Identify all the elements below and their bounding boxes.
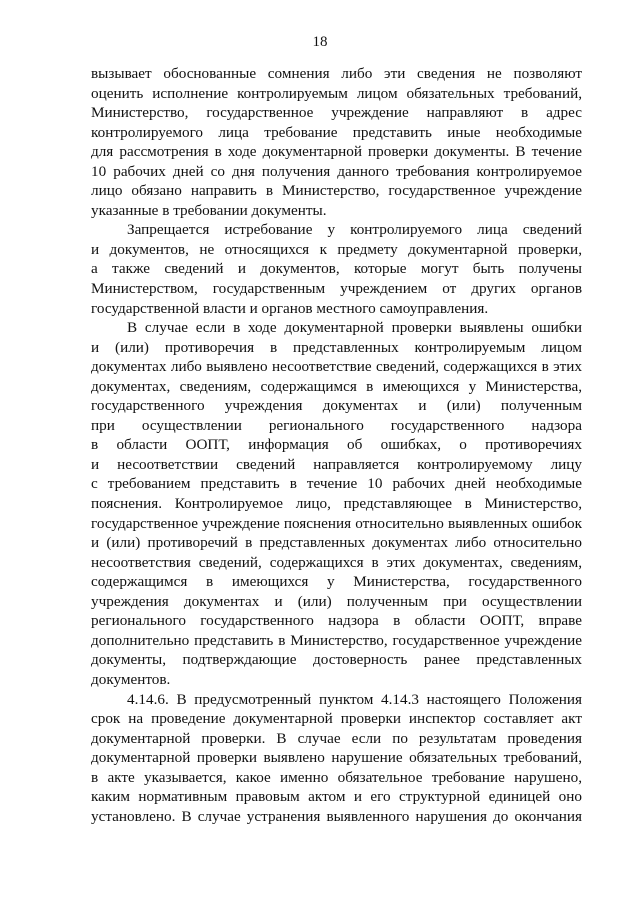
text-line: в области ООПТ, информация об ошибках, о противоречиях bbox=[91, 436, 582, 454]
text-line: и несоответствии сведений направляется контролируемому лицу bbox=[91, 455, 582, 473]
text-line: и документов, не относящихся к предмету документарной проверки, bbox=[91, 240, 582, 258]
text-line: содержащимся в имеющихся у Министерства, государственного bbox=[91, 573, 582, 591]
text-line: и (или) противоречий в представленных документах либо относительно bbox=[91, 534, 582, 552]
text-line: документах либо выявлено несоответствие сведений, содержащихся в этих bbox=[91, 358, 582, 376]
text-line: учреждения документах и (или) полученным при осуществлении bbox=[91, 592, 582, 610]
text-line: 4.14.6. В предусмотренный пунктом 4.14.3 настоящего Положения bbox=[127, 690, 582, 708]
text-line: Запрещается истребование у контролируемого лица сведений bbox=[127, 221, 582, 239]
text-line: Министерство, государственное учреждение направляют в адрес bbox=[91, 104, 582, 122]
text-line: документов. bbox=[91, 670, 171, 688]
text-line: указанные в требовании документы. bbox=[91, 201, 327, 219]
text-line: в акте указывается, какое именно обязательное требование нарушено, bbox=[91, 768, 582, 786]
text-line: документарной проверки выявлено нарушение обязательных требований, bbox=[91, 749, 582, 767]
text-line: документы, подтверждающие достоверность ранее представленных bbox=[91, 651, 582, 669]
document-body bbox=[91, 64, 582, 826]
text-line: государственного учреждения документах и (или) полученным bbox=[91, 397, 582, 415]
text-line: документарной проверки. В случае если по результатам проведения bbox=[91, 729, 582, 747]
text-line: срок на проведение документарной проверки инспектор составляет акт bbox=[91, 710, 582, 728]
text-line: для рассмотрения в ходе документарной проверки документы. В течение bbox=[91, 143, 582, 161]
text-line: лицо обязано направить в Министерство, государственное учреждение bbox=[91, 182, 582, 200]
text-line: В случае если в ходе документарной проверки выявлены ошибки bbox=[127, 319, 582, 337]
text-line: государственной власти и органов местного самоуправления. bbox=[91, 299, 489, 317]
text-line: пояснения. Контролируемое лицо, представляющее в Министерство, bbox=[91, 495, 582, 513]
text-line: каким нормативным правовым актом и его структурной единицей оно bbox=[91, 788, 582, 806]
text-line: государственное учреждение пояснения относительно выявленных ошибок bbox=[91, 514, 582, 532]
text-line: и (или) противоречия в представленных контролируемым лицом bbox=[91, 338, 582, 356]
text-line: регионального государственного надзора в области ООПТ, вправе bbox=[91, 612, 582, 630]
text-line: несоответствия сведений, содержащихся в этих документах, сведениям, bbox=[91, 553, 582, 571]
text-line: Министерством, государственным учреждением от других органов bbox=[91, 280, 582, 298]
text-line: оценить исполнение контролируемым лицом обязательных требований, bbox=[91, 84, 582, 102]
text-line: 10 рабочих дней со дня получения данного требования контролируемое bbox=[91, 162, 582, 180]
text-line: а также сведений и документов, которые могут быть получены bbox=[91, 260, 582, 278]
page-number: 18 bbox=[312, 34, 328, 50]
text-line: контролируемого лица требование представить иные необходимые bbox=[91, 123, 582, 141]
text-line: с требованием представить в течение 10 рабочих дней необходимые bbox=[91, 475, 582, 493]
text-line: при осуществлении регионального государственного надзора bbox=[91, 416, 582, 434]
text-line: установлено. В случае устранения выявленного нарушения до окончания bbox=[91, 807, 582, 825]
text-line: дополнительно представить в Министерство, государственное учреждение bbox=[91, 631, 582, 649]
text-line: документах, сведениям, содержащимся в имеющихся у Министерства, bbox=[91, 377, 582, 395]
text-line: вызывает обоснованные сомнения либо эти сведения не позволяют bbox=[91, 65, 582, 82]
